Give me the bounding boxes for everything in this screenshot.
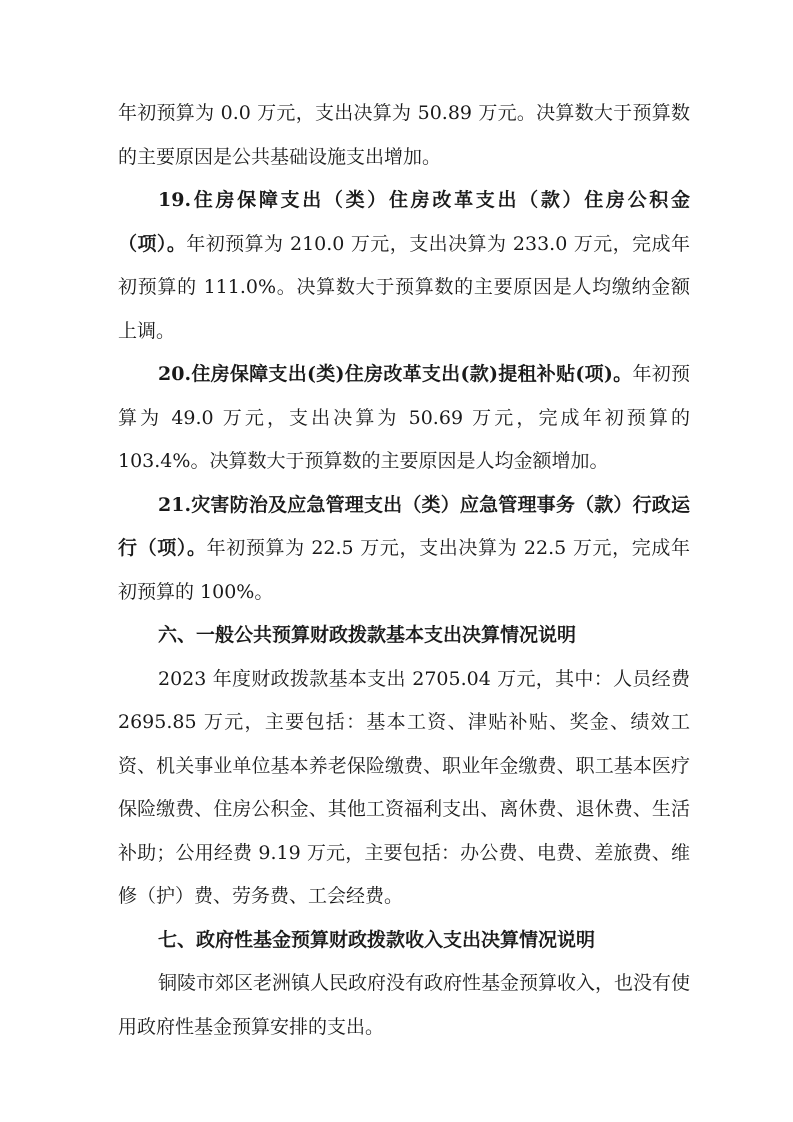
section-heading-7: 七、政府性基金预算财政拨款收入支出决算情况说明 <box>158 928 596 951</box>
item-heading: 20.住房保障支出(类)住房改革支出(款)提租补贴(项)。 <box>158 363 633 385</box>
paragraph-item-19 <box>118 179 690 353</box>
paragraph-section-6-body <box>118 658 690 919</box>
document-page <box>118 92 690 1049</box>
item-heading: 21.灾害防治及应急管理支出（类）应急管理事务（款）行政运行（项）。 <box>118 493 690 559</box>
section-heading-6: 六、一般公共预算财政拨款基本支出决算情况说明 <box>158 624 577 646</box>
paragraph-text: 年初预算为 0.0 万元，支出决算为 50.89 万元。决算数大于预算数的主要原因是公共基础设施支出增加。 <box>118 102 690 168</box>
paragraph-text: 年初预算为 22.5 万元，支出决算为 22.5 万元，完成年初预算的 100%。 <box>118 537 690 603</box>
paragraph-text: 铜陵市郊区老洲镇人民政府没有政府性基金预算收入，也没有使用政府性基金预算安排的支出。 <box>118 972 691 1038</box>
paragraph-text: 年初预算为 49.0 万元，支出决算为 50.69 万元，完成年初预算的 103.4%。决算数大于预算数的主要原因是人均金额增加。 <box>118 363 690 472</box>
paragraph-section-7-body <box>118 962 690 1049</box>
paragraph-text: 2023 年度财政拨款基本支出 2705.04 万元，其中：人员经费 2695.85 万元，主要包括：基本工资、津贴补贴、奖金、绩效工资、机关事业单位基本养老保险缴费、职业年金缴费、职工基本医疗保险缴费、住房公积金、其他工资福利支出、离休费、退休费、生活补助；公用经费 9.19 万元，主要包括：办公费、电费、差旅费、维修（护）费、劳务费、工会经费。 <box>118 667 690 907</box>
item-heading: 19.住房保障支出（类）住房改革支出（款）住房公积金（项）。 <box>118 189 690 255</box>
paragraph-text: 年初预算为 210.0 万元，支出决算为 233.0 万元，完成年初预算的 111.0%。决算数大于预算数的主要原因是人均缴纳金额上调。 <box>118 232 690 342</box>
paragraph-item-18-continuation <box>118 92 690 179</box>
paragraph-item-20 <box>118 353 690 484</box>
paragraph-item-21 <box>118 484 690 615</box>
